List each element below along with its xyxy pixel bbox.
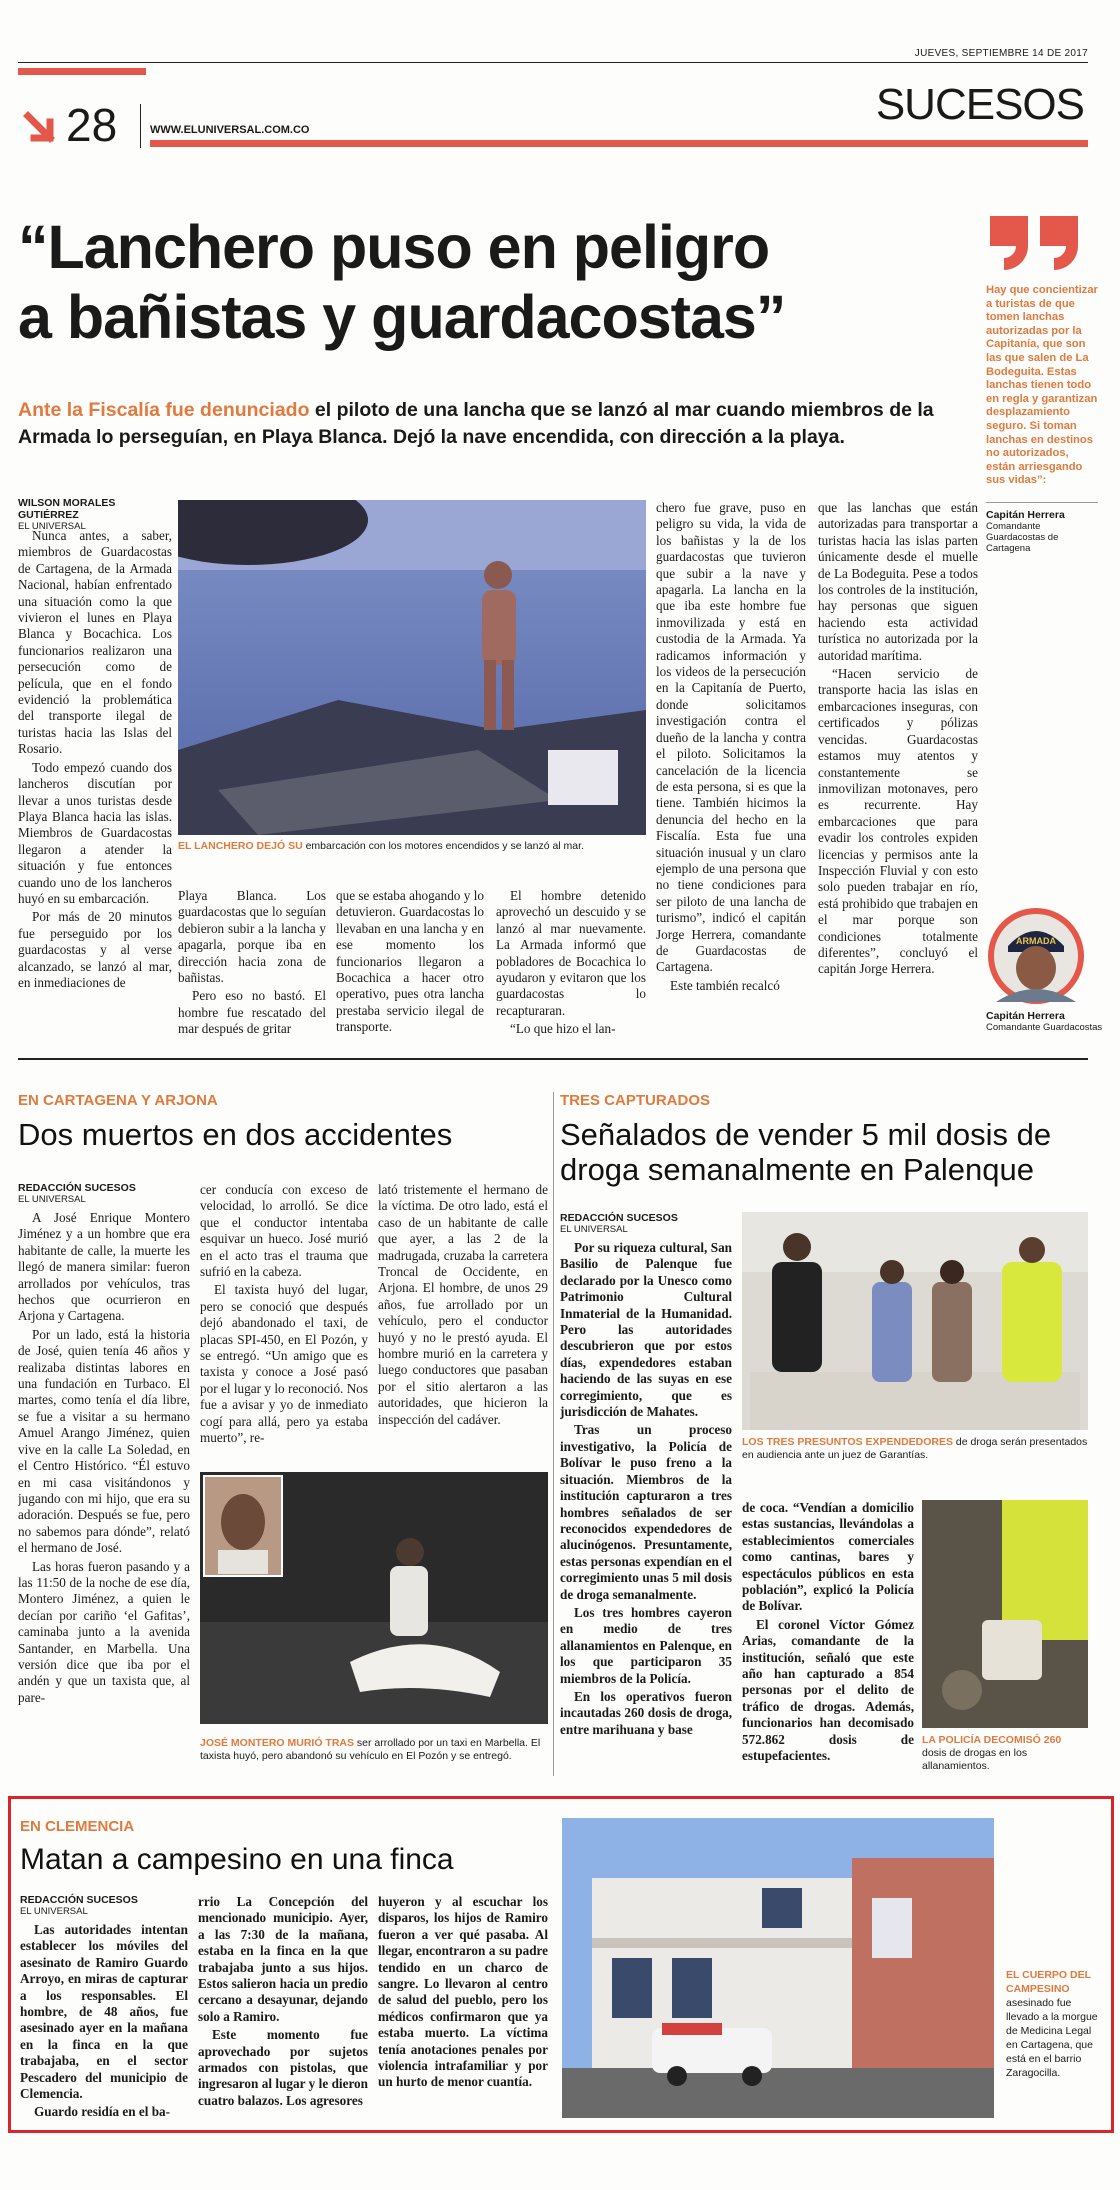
quote-marks-icon <box>986 212 1086 270</box>
quote-role: Comandante Guardacostas de Cartagena <box>986 520 1059 554</box>
page-number-divider <box>140 104 141 148</box>
clem-col1-p2: Guardo residía en el ba- <box>34 2104 171 2120</box>
main-col1-p3: Por más de 20 minutos fue perseguido por los guardacostas y al verse alcanzado, se lanzó al mar, en inmediaciones de <box>18 909 172 990</box>
pal-col1-p4: En los operativos fueron incautadas 260 dosis de droga, entre marihuana y base <box>560 1688 732 1737</box>
page-number: 28 <box>66 99 118 151</box>
header-top-rule <box>18 62 1088 63</box>
quote-text: Hay que concientizar a turistas de que tomen lanchas autorizadas por la Capitanía, que son las que salen de La Bodeguita. Estas lanchas tienen todo en regla y garantizan desplazamiento seguro. Si toman lanchas en destinos no autorizados, están arriesgando sus vidas”: <box>986 284 1098 487</box>
clemencia-col-3 <box>378 1894 548 2122</box>
main-col-5 <box>656 500 806 1038</box>
header-date: JUEVES, SEPTIEMBRE 14 DE 2017 <box>914 48 1088 59</box>
main-col1-p1: Nunca antes, a saber, miembros de Guardacostas de Cartagena, de la Armada Nacional, habían enfrentado una situación como la que vivieron el lunes en Playa Blanca y Bocachica. Los funcionarios realizaron una persecución como de película, que en el fondo evidenció la problemática del transporte ilegal de turistas hacia las Islas del Rosario. <box>18 528 172 757</box>
main-col1-p2: Todo empezó cuando dos lancheros discutían por llevar a unos turistas desde Playa Blanca hacia las islas. Miembros de Guardacostas llegaron a atender la situación y fue entonces cuando uno de los lancheros huyó en su embarcación. <box>18 759 172 906</box>
captain-portrait <box>986 906 1086 1006</box>
clem-col2-p2: Este momento fue aprovechado por sujetos armados con pistolas, que ingresaron al lugar y le dieron cuatro balazos. Los agresores <box>198 2027 368 2108</box>
main-col2-p1: Playa Blanca. Los guardacostas que lo seguían debieron subir a la lancha y apagarla, porque iba en dirección hacia zona de bañistas. <box>178 888 326 986</box>
accident-photo <box>200 1472 548 1724</box>
clemencia-kicker: EN CLEMENCIA <box>20 1818 135 1835</box>
palenque-byline-outlet: EL UNIVERSAL <box>560 1224 628 1235</box>
main-col-6 <box>818 500 978 1038</box>
header-accent-bar <box>18 68 146 75</box>
accidents-byline-block <box>18 1182 188 1211</box>
arrow-icon <box>22 110 58 146</box>
acc-col1-p1: A José Enrique Montero Jiménez y a un hombre que era habitante de calle, la muerte les llegó de manera similar: fueron arrollados por vehículos, tras hechos que ocurrieron en Arjona y Cartagena. <box>18 1210 190 1324</box>
pal-col2-p2: El coronel Víctor Gómez Arias, comandante de la institución, señaló que este año han capturado a 854 personas por el delito de tráfico de drogas. Además, funcionarios han decomisado 572.862 dosis de estupefacientes. <box>742 1616 914 1764</box>
palenque-col-2 <box>742 1500 914 1768</box>
portrait-name: Capitán Herrera <box>986 1010 1065 1022</box>
morgue-caption-text: asesinado fue llevado a la morgue de Medicina Legal en Cartagena, que está en el barrio Zaragocilla. <box>1006 1997 1098 2079</box>
byline-author: WILSON MORALES GUTIÉRREZ <box>18 497 116 521</box>
accident-caption-highlight: JOSÉ MONTERO MURIÓ TRAS <box>200 1737 355 1749</box>
drugs-photo-caption <box>922 1734 1088 1773</box>
main-col4-p2: “Lo que hizo el lan- <box>510 1021 616 1037</box>
clemencia-byline-outlet: EL UNIVERSAL <box>20 1906 88 1917</box>
accidents-byline: REDACCIÓN SUCESOS <box>18 1182 136 1194</box>
suspects-photo-caption <box>742 1436 1088 1462</box>
clemencia-byline-block <box>20 1894 190 1923</box>
accident-photo-caption <box>200 1737 548 1763</box>
clemencia-byline: REDACCIÓN SUCESOS <box>20 1894 138 1906</box>
main-col6-p2: “Hacen servicio de transporte hacia las islas en embarcaciones inseguras, con certificados y pólizas vencidas. Guardacostas estamos muy atentos y constantemente se inmovilizan motonaves, pero es recurrente. Hay embarcaciones que para evadir los controles expiden licencias y permisos ante la Inspección Fluvial y con esto solo pueden trabajar en río, está prohibido que trabajen en el mar porque son condiciones totalmente diferentes”, concluyó el capitán Jorge Herrera. <box>818 666 978 977</box>
accidents-col-1 <box>18 1210 190 1768</box>
boat-photo <box>178 500 646 835</box>
suspects-caption-text: de droga serán presentados en audiencia ante un juez de Garantías. <box>742 1436 1088 1461</box>
main-col4-p1: El hombre detenido aprovechó un descuido y se lanzó al mar nuevamente. La Armada informó que pobladores de Bocachica lo ayudaron y evitaron que los guardacostas lo recapturaran. <box>496 888 646 1018</box>
palenque-title-line1: Señalados de vender 5 mil dosis de <box>560 1117 1052 1152</box>
clem-col3-p1: huyeron y al escuchar los disparos, los hijos de Ramiro fueron a ver qué pasaba. Al llegar, encontraron a su padre tendido en un charco de sangre. Lo llevaron al centro de salud del pueblo, pero los médicos confirmaron que ya estaba muerto. La víctima tenía anotaciones penales por violencia intrafamiliar y por un hurto de menor cuantía. <box>378 1894 548 2090</box>
boat-photo-caption <box>178 840 646 853</box>
main-lead <box>18 397 978 451</box>
cap-badge-text: ARMADA <box>1016 936 1056 946</box>
main-col-3 <box>336 888 484 1038</box>
clemencia-title: Matan a campesino en una finca <box>20 1843 454 1876</box>
morgue-photo <box>562 1818 994 2118</box>
main-col2-p2: Pero eso no bastó. El hombre fue rescatado del mar después de gritar <box>178 988 326 1037</box>
main-col5-p1: chero fue grave, puso en peligro su vida, la vida de los bañistas y la de los guardacostas que tuvieron que subir a la nave y apagarla. La lancha en la que iba este hombre fue inmovilizada y está en custodia de la Armada. Ya radicamos información y los videos de la persecución en la Capitanía de Puerto, donde solicitamos investigación contra el dueño de la lancha y contra el piloto. Solicitamos la cancelación de la licencia de esta persona, si es que la tiene. También hicimos la denuncia del hecho en la Fiscalía. Esta fue una situación inusual y un claro ejemplo de una persona que no tiene condiciones para ser piloto de una lancha de turismo”, indicó el capitán Jorge Herrera, comandante de Guardacostas de Cartagena. <box>656 500 806 975</box>
boat-caption-text: embarcación con los motores encendidos y se lanzó al mar. <box>302 840 584 852</box>
quote-sidebar <box>986 212 1098 554</box>
palenque-kicker: TRES CAPTURADOS <box>560 1092 711 1109</box>
suspects-caption-highlight: LOS TRES PRESUNTOS EXPENDEDORES <box>742 1436 954 1448</box>
boat-caption-highlight: EL LANCHERO DEJÓ SU <box>178 840 303 852</box>
clemencia-col-1 <box>20 1922 188 2122</box>
accident-caption-text: ser arrollado por un taxi en Marbella. El taxista huyó, pero abandonó su vehículo en El Pozón y se entregó. <box>200 1737 541 1762</box>
website-link[interactable]: WWW.ELUNIVERSAL.COM.CO <box>150 124 310 136</box>
palenque-title-line2: droga semanalmente en Palenque <box>560 1152 1034 1187</box>
main-col-4 <box>496 888 646 1038</box>
main-col3-p1: que se estaba ahogando y lo detuvieron. Guardacostas lo llevaban en una lancha y en ese momento los funcionarios llegaron a Bocachica a hacer otro operativo, pues otra lancha prestaba servicio ilegal de transporte. <box>336 888 484 1035</box>
clemencia-col-2 <box>198 1894 368 2122</box>
acc-col3-p1: lató tristemente el hermano de la víctima. De otro lado, está el caso de un habitante de calle que ayer, a las 2 de la madrugada, cruzaba la carretera Troncal de Occidente, en Arjona. El hombre, de unos 29 años, fue arrollado por un vehículo, pero el conductor huyó y no le prestó ayuda. El hombre murió en la carretera y luego conductores que pasaban por el sitio alertaron a las autoridades, que hicieron la inspección del cadáver. <box>378 1182 548 1427</box>
header-bottom-bar <box>150 140 1088 147</box>
accidents-kicker: EN CARTAGENA Y ARJONA <box>18 1092 218 1109</box>
byline-outlet: EL UNIVERSAL <box>18 521 86 532</box>
pal-col1-p2: Tras un proceso investigativo, la Policía de Bolívar le puso freno a la situación. Miembros de la institución capturaron a tres hombres señalados de ser reconocidos expendedores de alucinógenos. Presuntamente, estas personas expendían en el corregimiento unas 5 mil dosis de droga semanalmente. <box>560 1422 732 1602</box>
main-bottom-rule <box>18 1058 1088 1060</box>
pal-col1-p3: Los tres hombres cayeron en medio de tres allanamientos en Palenque, en los que participaron 35 miembros de la Policía. <box>560 1604 732 1686</box>
acc-col1-p2: Por un lado, está la historia de José, quien tenía 46 años y realizaba distintas labores en una fundación en Turbaco. El martes, como tenía el día libre, se fue a visitar a su hermano Amuel Arango Jiménez, quien vive en la calle La Soledad, en el Centro Histórico. “Él estuvo en mi casa visitándonos y jugando con mi hijo, que era su adoración. Después se fue, pero no sabemos para dónde”, relató el hermano de José. <box>18 1326 190 1556</box>
main-headline-line2: a bañistas y guardacostas” <box>18 283 786 351</box>
main-headline-line1: “Lanchero puso en peligro <box>18 213 770 281</box>
pal-col1-p1: Por su riqueza cultural, San Basilio de Palenque fue declarado por la Unesco como Patrimonio Cultural Inmaterial de la Humanidad. Pero las autoridades descubrieron que por estos días, expendedores estaban haciendo de las suyas en ese corregimiento, que es jurisdicción de Mahates. <box>560 1240 732 1420</box>
main-col5-p2: Este también recalcó <box>670 977 780 993</box>
main-headline <box>18 212 978 352</box>
accidents-title: Dos muertos en dos accidentes <box>18 1117 453 1152</box>
main-col-2 <box>178 888 326 1038</box>
morgue-photo-caption <box>1006 1968 1102 2080</box>
clem-col1-p1: Las autoridades intentan establecer los móviles del asesinato de Ramiro Guardo Arroyo, en miras de capturar a los responsables. El hombre, de 48 años, fue asesinado ayer en la mañana en la finca en la que trabajaba, en el sector Pescadero del municipio de Clemencia. <box>20 1922 188 2102</box>
morgue-caption-highlight: EL CUERPO DEL CAMPESINO <box>1006 1969 1091 1995</box>
pal-col2-p1: de coca. “Vendían a domicilio estas sustancias, llevándolas a establecimientos comerciales como cantinas, bares y espectáculos públicos en esta población”, explicó la Policía de Bolívar. <box>742 1500 914 1614</box>
main-col6-p1: que las lanchas que están autorizadas para transportar a turistas hacia las islas parten únicamente desde el muelle de La Bodeguita. Pese a todos los controles de la institución, hay personas que siguen haciendo esta actividad turística no autorizada por la autoridad marítima. <box>818 500 978 663</box>
quote-author: Capitán Herrera <box>986 508 1065 521</box>
lead-highlight: Ante la Fiscalía fue denunciado <box>18 399 310 421</box>
accidents-col-3 <box>378 1182 548 1460</box>
main-col-1 <box>18 528 172 1038</box>
drugs-caption-highlight: LA POLICÍA DECOMISÓ 260 <box>922 1734 1062 1746</box>
accidents-byline-outlet: EL UNIVERSAL <box>18 1194 86 1205</box>
palenque-byline-block <box>560 1212 730 1241</box>
drugs-caption-text: dosis de drogas en los allanamientos. <box>922 1747 1028 1772</box>
accidents-col-2 <box>200 1182 368 1460</box>
lead-text: el piloto de una lancha que se lanzó al mar cuando miembros de la Armada lo perseguían, en Playa Blanca. Dejó la nave encendida, con dirección a la playa. <box>18 399 934 448</box>
palenque-title <box>560 1117 1080 1187</box>
palenque-col-1 <box>560 1240 732 1768</box>
section-title: SUCESOS <box>875 80 1084 129</box>
drugs-photo <box>922 1500 1088 1728</box>
suspects-photo <box>742 1212 1088 1430</box>
palenque-byline: REDACCIÓN SUCESOS <box>560 1212 678 1224</box>
clem-col2-p1: rrio La Concepción del mencionado municipio. Ayer, a las 7:30 de la mañana, estaba en la finca en la que trabajaba junto a sus hijos. Estos salieron hacia un predio cercano a desayunar, dejando solo a Ramiro. <box>198 1894 368 2024</box>
acc-col1-p3: Las horas fueron pasando y a las 11:50 de la noche de ese día, Montero Jiménez, a quien le decían por cariño ‘el Gafitas’, caminaba junto a la avenida Santander, en Marbella. Una versión dice que iba por el andén y que un taxista que, al pare- <box>18 1558 190 1705</box>
acc-col2-p1: cer conducía con exceso de velocidad, lo arrolló. Se dice que el conductor intentaba esquivar un hueco. José murió en el acto tras el trauma que sufrió en la cabeza. <box>200 1182 368 1280</box>
acc-col2-p2: El taxista huyó del lugar, pero se conoció que después dejó abandonado el taxi, de placas SPI-450, en El Pozón, y se entregó. “Un amigo que es taxista y conoce a José pasó por el lugar y lo reconoció. Nos fue a avisar y yo de inmediato cogí para allá, pero ya estaba muerto”, re- <box>200 1282 368 1446</box>
portrait-role: Comandante Guardacostas <box>986 1022 1103 1033</box>
column-divider <box>553 1092 554 1776</box>
